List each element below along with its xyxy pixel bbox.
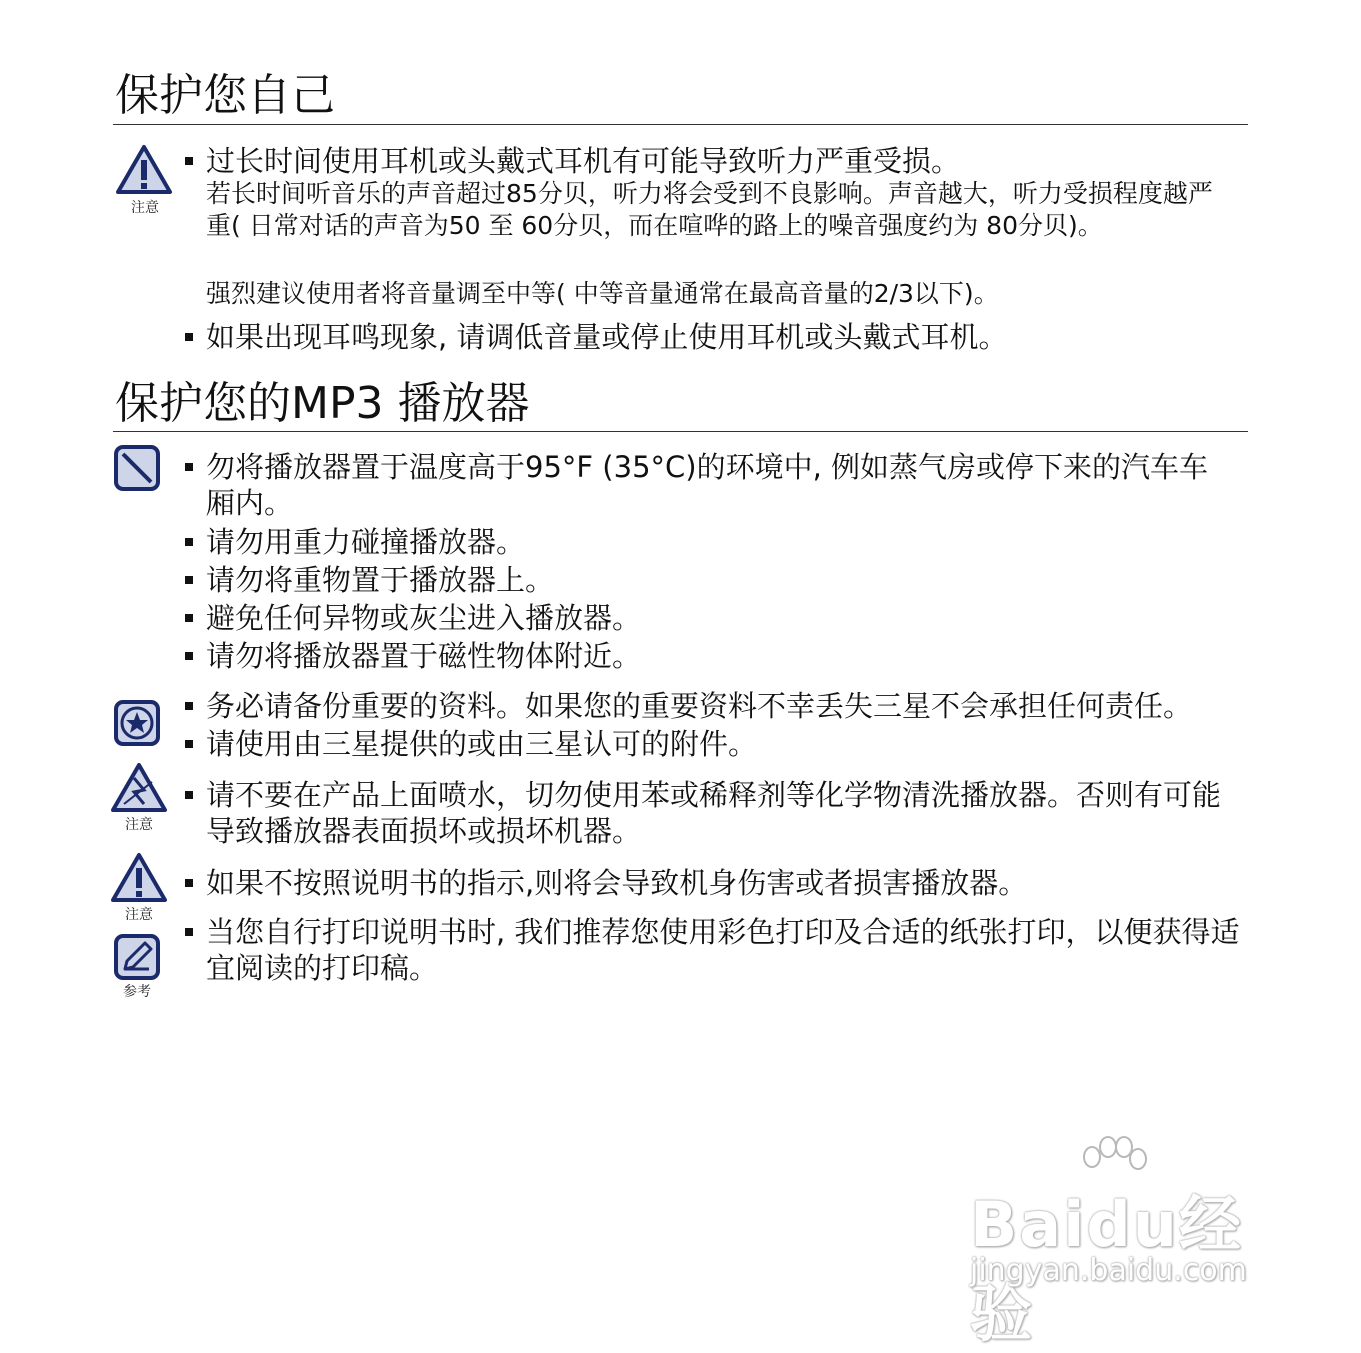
list-item: 如果不按照说明书的指示,则将会导致机身伤害或者损害播放器。 <box>206 865 1256 901</box>
list-item: 请勿用重力碰撞播放器。 <box>206 524 1256 560</box>
note-pen-icon <box>113 933 161 981</box>
watermark-url: jingyan.baidu.com <box>970 1253 1247 1288</box>
note-label: 参考 <box>123 984 151 1000</box>
caution-triangle-icon <box>115 144 173 196</box>
section-divider <box>113 431 1248 432</box>
list-item: 如果出现耳鸣现象, 请调低音量或停止使用耳机或头戴式耳机。 <box>206 319 1256 355</box>
electric-caution-icon <box>110 762 168 814</box>
caution-label: 注意 <box>131 200 159 216</box>
watermark-logo: Baidu经验 <box>970 1188 1243 1350</box>
caution-label: 注意 <box>125 907 153 923</box>
list-item: 当您自行打印说明书时, 我们推荐您使用彩色打印及合适的纸张打印，以便获得适宜阅读的打印稿。 <box>206 914 1251 986</box>
list-item: 避免任何异物或灰尘进入播放器。 <box>206 600 1256 636</box>
prohibit-icon <box>113 444 161 492</box>
list-item: 勿将播放器置于温度高于95°F (35°C)的环境中, 例如蒸气房或停下来的汽车车厢内。 <box>206 449 1236 521</box>
caution-label: 注意 <box>125 817 153 833</box>
list-item: 务必请备份重要的资料。如果您的重要资料不幸丢失三星不会承担任何责任。 <box>206 688 1256 724</box>
list-item: 请勿将重物置于播放器上。 <box>206 562 1256 598</box>
section-divider <box>113 124 1248 125</box>
baidu-watermark <box>960 1135 1280 1350</box>
list-item: 请使用由三星提供的或由三星认可的附件。 <box>206 726 1256 762</box>
list-item: 请不要在产品上面喷水，切勿使用苯或稀释剂等化学物清洗播放器。否则有可能导致播放器表面损坏或损坏机器。 <box>206 777 1246 849</box>
paragraph: 若长时间听音乐的声音超过85分贝，听力将会受到不良影响。声音越大，听力受损程度越严重( 日常对话的声音为50 至 60分贝，而在喧哗的路上的噪音强度约为 80分贝)。 <box>206 179 1213 240</box>
list-item: 请勿将播放器置于磁性物体附近。 <box>206 638 1256 674</box>
section-title-protect-player: 保护您的MP3 播放器 <box>115 378 530 429</box>
paragraph: 强烈建议使用者将音量调至中等( 中等音量通常在最高音量的2/3以下)。 <box>206 279 999 308</box>
star-icon <box>113 699 161 747</box>
list-item: 过长时间使用耳机或头戴式耳机有可能导致听力严重受损。 <box>206 143 1256 179</box>
caution-triangle-icon <box>110 852 168 904</box>
section-title-protect-yourself: 保护您自己 <box>115 70 335 121</box>
